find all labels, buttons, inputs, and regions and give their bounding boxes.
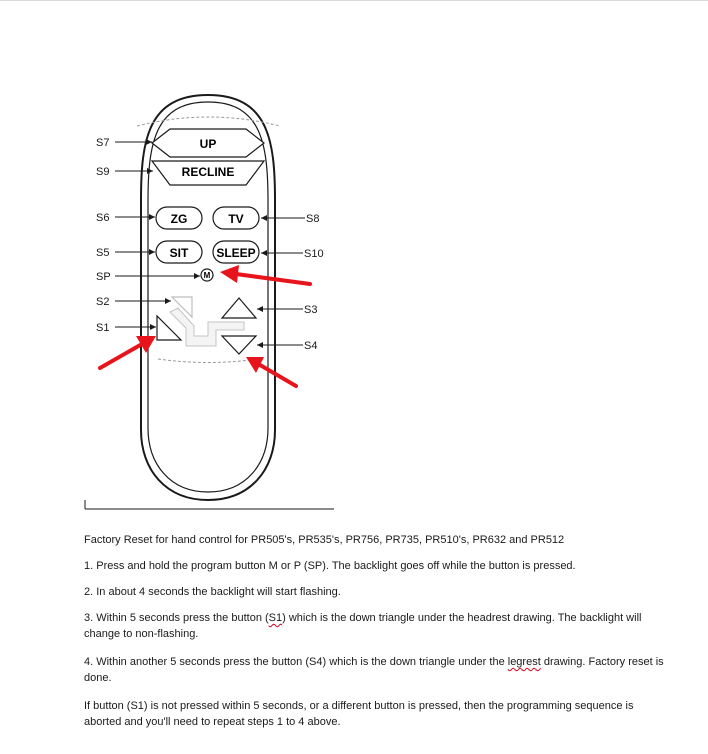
tv-button-label: TV	[228, 212, 244, 226]
spellcheck-word-s1: S1	[268, 612, 283, 624]
callout-s10-label: S10	[304, 248, 324, 260]
doc-step-4: 4. Within another 5 seconds press the button (S4) which is the down triangle under the legrest drawing. Factory reset is done.	[84, 656, 664, 684]
callout-s4-label: S4	[304, 340, 318, 352]
callout-s6-label: S6	[96, 212, 110, 224]
m-button-label: M	[203, 271, 211, 280]
callout-s8-label: S8	[306, 213, 320, 225]
doc-step-3: 3. Within 5 seconds press the button (S1) which is the down triangle under the headrest drawing. The backlight will change to non-flashing.	[84, 612, 642, 640]
sleep-button-label: SLEEP	[216, 246, 256, 260]
callout-s1-label: S1	[96, 322, 110, 334]
doc-title: Factory Reset for hand control for PR505's, PR535's, PR756, PR735, PR510's, PR632 and PR512	[84, 534, 565, 546]
callout-s9-label: S9	[96, 166, 110, 178]
sleep-button[interactable]	[213, 241, 259, 263]
callout-s7-label: S7	[96, 137, 110, 149]
callout-s2-label: S2	[96, 296, 110, 308]
m-program-button[interactable]	[201, 269, 213, 281]
sit-button-label: SIT	[169, 246, 189, 260]
callout-s7	[96, 137, 152, 149]
doc-note: If button (S1) is not pressed within 5 seconds, or a different button is pressed, then the programming sequence is aborted and you'll need to repeat steps 1 to 4 above.	[84, 700, 634, 728]
zg-button[interactable]	[156, 207, 202, 229]
recline-button[interactable]	[152, 161, 264, 185]
callout-sp-label: SP	[96, 271, 111, 283]
up-button[interactable]	[152, 129, 264, 157]
doc-step-2: 2. In about 4 seconds the backlight will start flashing.	[84, 586, 341, 598]
zg-button-label: ZG	[170, 212, 188, 226]
sit-button[interactable]	[156, 241, 202, 263]
spellcheck-word-legrest: legrest	[507, 656, 541, 668]
up-button-label: UP	[199, 137, 217, 151]
callout-s3-label: S3	[304, 304, 318, 316]
doc-step-1: 1. Press and hold the program button M or P (SP). The backlight goes off while the button is pressed.	[84, 560, 576, 572]
tv-button[interactable]	[213, 207, 259, 229]
callout-s5-label: S5	[96, 247, 110, 259]
section-separator	[84, 500, 334, 510]
recline-button-label: RECLINE	[181, 165, 235, 179]
